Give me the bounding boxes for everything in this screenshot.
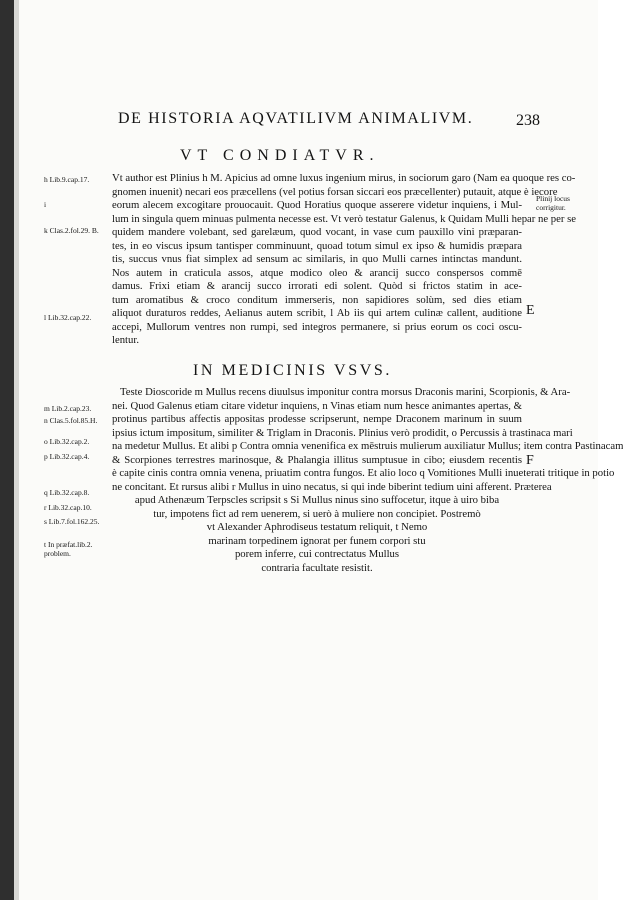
text-line: porem inferre, cui contrectatus Mullus <box>234 548 400 560</box>
margin-note-ref: problem. <box>44 549 71 558</box>
margin-note-ref: s Lib.7.fol.162.25. <box>44 517 100 526</box>
section-title-medicinis: IN MEDICINIS VSVS. <box>193 362 392 379</box>
section-title-condiatur: VT CONDIATVR. <box>180 147 380 164</box>
text-line: contraria facultate resistit. <box>261 561 373 574</box>
text-line: lentur. <box>112 334 140 346</box>
text-line: quidem mandere volebant, sed garelæum, quod vocant, in vase cum pauxillo vini præparan- <box>112 226 522 238</box>
margin-note-correction: corrigitur. <box>536 203 566 212</box>
margin-note-ref: l Lib.32.cap.22. <box>44 313 92 322</box>
text-line: Vt author est Plinius h M. Apicius ad omne luxus ingenium mirus, in sociorum garo (Nam ea quoque res co- <box>112 172 576 184</box>
paragraph-medicinal-uses <box>112 386 623 575</box>
margin-letter-e: E <box>526 303 535 318</box>
margin-note-ref: h Lib.9.cap.17. <box>44 175 90 184</box>
running-heading: DE HISTORIA AQVATILIVM ANIMALIVM. <box>118 110 474 127</box>
text-line: vt Alexander Aphrodiseus testatum reliquit, t Nemo <box>206 521 428 533</box>
text-line: protinus partibus affectis appositas prodesse scripserunt, nempe Draconem marinum in suum <box>112 413 522 425</box>
page-gutter <box>14 0 19 900</box>
margin-letter-f: F <box>526 453 534 468</box>
text-line: eorum alecem excogitare prouocauit. Quod Horatius quoque asserere videtur inquiens, i Mul- <box>112 199 522 211</box>
margin-note-ref: q Lib.32.cap.8. <box>44 488 90 497</box>
text-line: tes, in eo viscus ipsum tantisper comminuunt, quoad totum simul ex ipso & humidis præpara <box>112 239 522 252</box>
margin-note-ref: k Clas.2.fol.29. B. <box>44 226 99 235</box>
text-line: gnomen inuenit) necari eos præcellens (vel potius forsan siccari eos præcellenter) putauit, atque è iecore <box>112 185 558 198</box>
margin-note-correction: Plinij locus <box>536 194 570 203</box>
text-line: marinam torpedinem ignorat per funem corpori stu <box>208 534 426 547</box>
margin-note-ref: p Lib.32.cap.4. <box>44 452 90 461</box>
page-number: 238 <box>516 112 540 129</box>
text-line: è capite cinis contra omnia venena, priuatim contra fungos. Et alio loco q Vomitiones Mulli inueterati tritique in potio <box>112 467 615 479</box>
text-line: Nos autem in craticula assos, atque modico oleo & arancij succo conspersos commē <box>112 266 522 279</box>
text-line: na medetur Mullus. Et alibi p Contra omnia venenifica ex mēstruis mulierum auxiliatur Mullus; item contra Pastinacam <box>112 440 623 452</box>
text-line: aliquot duraturos reddes, Aelianus autem scribit, l Ab iis qui artem culinæ callent, auditione <box>112 307 522 319</box>
text-line: damus. Frixi etiam & arancij succo irrorati edi solent. Quòd si frictos statim in ace- <box>112 280 522 292</box>
text-line: tur, impotens fict ad rem uenerem, si uerò à muliere non concipiet. Postremò <box>153 507 481 520</box>
text-line: & Scorpiones terrestres marinosque, & Phalangia illitus sumptusue in cibo; eiusdem recentis <box>112 453 522 466</box>
text-line: nei. Quod Galenus etiam citare videtur inquiens, n Vinas etiam num hesce animantes apertas, & <box>112 399 522 412</box>
text-line: tum aromatibus & croco conditum immerseris, non sapidiores solùm, sed dies etiam <box>112 293 522 306</box>
text-line: ipsius ictum impositum, similiter & Triglam in Draconis. Plinius verò prodidit, o Percussis à trastinaca mari <box>112 426 573 439</box>
margin-note-ref: n Clas.5.fol.85.H. <box>44 416 98 425</box>
margin-note-ref: t In præfat.lib.2. <box>44 540 93 549</box>
text-line: accepi, Mullorum ventres non rumpi, sed integros permanere, si prius eorum os coci oscu- <box>112 320 522 333</box>
margin-note-ref: r Lib.32.cap.10. <box>44 503 92 512</box>
margin-note-ref: i <box>44 200 47 209</box>
margin-note-ref: o Lib.32.cap.2. <box>44 437 90 446</box>
text-line: Teste Dioscoride m Mullus recens diuulsus imponitur contra morsus Draconis marini, Scorpionis, & Ara- <box>120 386 571 398</box>
text-line: apud Athenæum Terpscles scripsit s Si Mullus ninus sino suffocetur, itque à uiro biba <box>134 494 500 506</box>
text-line: lum in singula quem minuas pulmenta necesse est. Vt verò testatur Galenus, k Quidam Mulli hepar ne per se <box>112 212 577 225</box>
margin-note-ref: m Lib.2.cap.23. <box>44 404 92 413</box>
book-spine-edge <box>0 0 14 900</box>
text-line: ne concitant. Et rursus alibi r Mullus in uino necatus, si qui inde biberint tedium uini afferent. Præterea <box>112 480 552 493</box>
text-line: tis, succus vnus fiat simplex ad sensum ac similaris, in quo Mulli carnes intinctas mandunt. <box>112 253 522 265</box>
